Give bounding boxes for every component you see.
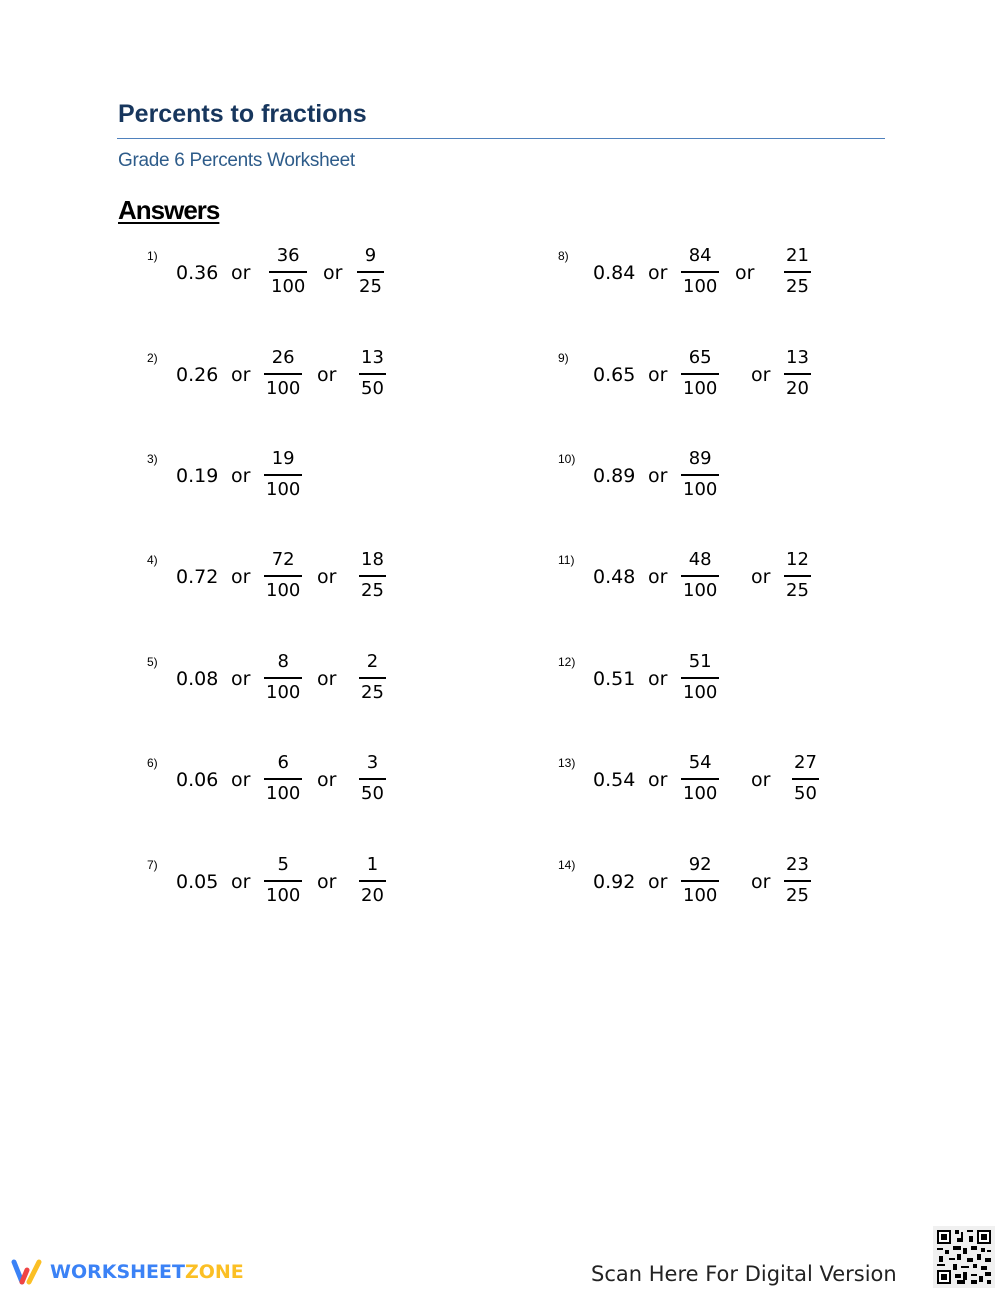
fraction-bar xyxy=(681,474,719,476)
fraction-over-100 xyxy=(264,854,302,907)
denominator: 100 xyxy=(683,478,718,500)
or-label: or xyxy=(317,769,337,791)
decimal-value: 0.54 xyxy=(593,769,636,791)
answer-item xyxy=(147,549,447,609)
brand-name-part1: WORKSHEET xyxy=(50,1261,185,1283)
fraction-bar xyxy=(784,271,811,273)
denominator: 100 xyxy=(683,275,718,297)
numerator: 19 xyxy=(271,448,295,469)
fraction-over-100 xyxy=(264,752,302,805)
denominator: 20 xyxy=(786,377,809,399)
answer-number: 14) xyxy=(558,858,576,872)
answer-item xyxy=(558,854,858,914)
or-label: or xyxy=(648,769,668,791)
fraction-over-100 xyxy=(269,245,307,298)
denominator: 100 xyxy=(271,275,306,297)
numerator: 27 xyxy=(794,752,817,773)
fraction-bar xyxy=(784,373,811,375)
numerator: 36 xyxy=(276,245,300,266)
denominator: 25 xyxy=(786,579,809,601)
decimal-value: 0.51 xyxy=(593,668,636,690)
brand-name xyxy=(50,1261,244,1283)
denominator: 100 xyxy=(266,478,301,500)
answer-number: 8) xyxy=(558,249,569,263)
simplified-fraction xyxy=(359,752,386,805)
fraction-bar xyxy=(359,677,386,679)
decimal-value: 0.84 xyxy=(593,262,636,284)
numerator: 5 xyxy=(277,854,289,875)
answer-item xyxy=(558,752,858,812)
or-label: or xyxy=(317,871,337,893)
decimal-value: 0.36 xyxy=(176,262,219,284)
fraction-over-100 xyxy=(681,245,719,298)
fraction-bar xyxy=(784,880,811,882)
denominator: 100 xyxy=(683,377,718,399)
denominator: 50 xyxy=(361,377,384,399)
denominator: 100 xyxy=(266,681,301,703)
decimal-value: 0.48 xyxy=(593,566,636,588)
answer-item xyxy=(147,347,447,407)
numerator: 13 xyxy=(786,347,809,368)
fraction-bar xyxy=(264,373,302,375)
section-heading: Answers xyxy=(118,195,220,225)
denominator: 50 xyxy=(361,782,384,804)
numerator: 3 xyxy=(366,752,379,773)
or-label: or xyxy=(751,364,771,386)
fraction-over-100 xyxy=(681,549,719,602)
simplified-fraction xyxy=(784,854,811,907)
brand-name-part2: ZONE xyxy=(184,1261,244,1283)
simplified-fraction xyxy=(359,854,386,907)
fraction-over-100 xyxy=(264,448,302,501)
fraction-bar xyxy=(681,677,719,679)
or-label: or xyxy=(231,566,251,588)
or-label: or xyxy=(317,566,337,588)
answer-number: 13) xyxy=(558,756,576,770)
numerator: 84 xyxy=(688,245,712,266)
numerator: 89 xyxy=(688,448,712,469)
numerator: 9 xyxy=(364,245,377,266)
decimal-value: 0.26 xyxy=(176,364,219,386)
or-label: or xyxy=(231,364,251,386)
fraction-over-100 xyxy=(681,448,719,501)
answer-item xyxy=(558,549,858,609)
page-subtitle: Grade 6 Percents Worksheet xyxy=(118,150,355,171)
answer-number: 6) xyxy=(147,756,158,770)
denominator: 100 xyxy=(266,377,301,399)
simplified-fraction xyxy=(792,752,819,805)
answer-number: 10) xyxy=(558,452,576,466)
page-title: Percents to fractions xyxy=(118,100,367,128)
answer-item xyxy=(147,752,447,812)
denominator: 100 xyxy=(683,579,718,601)
fraction-bar xyxy=(792,778,819,780)
answer-item xyxy=(558,448,858,508)
answer-number: 3) xyxy=(147,452,158,466)
simplified-fraction xyxy=(784,245,811,298)
fraction-bar xyxy=(681,778,719,780)
numerator: 2 xyxy=(366,651,379,672)
or-label: or xyxy=(231,465,251,487)
fraction-bar xyxy=(264,474,302,476)
denominator: 25 xyxy=(361,579,384,601)
numerator: 8 xyxy=(277,651,289,672)
denominator: 100 xyxy=(683,681,718,703)
decimal-value: 0.89 xyxy=(593,465,636,487)
fraction-bar xyxy=(681,880,719,882)
numerator: 21 xyxy=(786,245,809,266)
answer-number: 5) xyxy=(147,655,158,669)
fraction-over-100 xyxy=(264,549,302,602)
fraction-bar xyxy=(264,677,302,679)
decimal-value: 0.65 xyxy=(593,364,636,386)
numerator: 6 xyxy=(277,752,289,773)
answer-number: 1) xyxy=(147,249,158,263)
or-label: or xyxy=(648,364,668,386)
fraction-over-100 xyxy=(264,651,302,704)
denominator: 100 xyxy=(683,884,718,906)
simplified-fraction xyxy=(359,347,386,400)
or-label: or xyxy=(735,262,755,284)
numerator: 12 xyxy=(786,549,809,570)
answer-item xyxy=(147,245,447,305)
numerator: 51 xyxy=(688,651,712,672)
answer-number: 7) xyxy=(147,858,158,872)
fraction-bar xyxy=(681,373,719,375)
numerator: 18 xyxy=(361,549,384,570)
denominator: 25 xyxy=(361,681,384,703)
fraction-bar xyxy=(269,271,307,273)
fraction-bar xyxy=(359,778,386,780)
or-label: or xyxy=(648,668,668,690)
fraction-over-100 xyxy=(681,752,719,805)
fraction-bar xyxy=(784,575,811,577)
denominator: 25 xyxy=(786,275,809,297)
answer-number: 2) xyxy=(147,351,158,365)
decimal-value: 0.08 xyxy=(176,668,219,690)
denominator: 100 xyxy=(683,782,718,804)
scan-label: Scan Here For Digital Version xyxy=(591,1262,897,1286)
or-label: or xyxy=(648,566,668,588)
title-divider xyxy=(117,138,885,139)
fraction-bar xyxy=(359,880,386,882)
or-label: or xyxy=(231,668,251,690)
fraction-bar xyxy=(359,575,386,577)
fraction-bar xyxy=(264,575,302,577)
numerator: 1 xyxy=(366,854,379,875)
answer-number: 4) xyxy=(147,553,158,567)
answer-number: 12) xyxy=(558,655,576,669)
denominator: 100 xyxy=(266,579,301,601)
or-label: or xyxy=(317,668,337,690)
decimal-value: 0.05 xyxy=(176,871,219,893)
fraction-over-100 xyxy=(681,651,719,704)
or-label: or xyxy=(751,566,771,588)
numerator: 72 xyxy=(271,549,295,570)
fraction-bar xyxy=(264,778,302,780)
fraction-over-100 xyxy=(264,347,302,400)
simplified-fraction xyxy=(784,347,811,400)
worksheetzone-logo-icon xyxy=(10,1258,44,1286)
denominator: 100 xyxy=(266,884,301,906)
or-label: or xyxy=(751,769,771,791)
qr-code[interactable] xyxy=(933,1226,995,1288)
answer-item xyxy=(147,448,447,508)
numerator: 54 xyxy=(688,752,712,773)
or-label: or xyxy=(751,871,771,893)
or-label: or xyxy=(231,871,251,893)
qr-code-icon xyxy=(933,1226,995,1288)
simplified-fraction xyxy=(357,245,384,298)
or-label: or xyxy=(231,262,251,284)
brand-logo[interactable] xyxy=(10,1258,244,1286)
or-label: or xyxy=(231,769,251,791)
fraction-over-100 xyxy=(681,854,719,907)
fraction-bar xyxy=(681,271,719,273)
answer-item xyxy=(558,651,858,711)
numerator: 92 xyxy=(688,854,712,875)
denominator: 100 xyxy=(266,782,301,804)
or-label: or xyxy=(648,465,668,487)
or-label: or xyxy=(323,262,343,284)
answer-item xyxy=(558,347,858,407)
answer-item xyxy=(147,854,447,914)
or-label: or xyxy=(317,364,337,386)
decimal-value: 0.19 xyxy=(176,465,219,487)
decimal-value: 0.92 xyxy=(593,871,636,893)
answer-item xyxy=(147,651,447,711)
simplified-fraction xyxy=(784,549,811,602)
fraction-bar xyxy=(359,373,386,375)
denominator: 25 xyxy=(359,275,382,297)
fraction-bar xyxy=(264,880,302,882)
simplified-fraction xyxy=(359,651,386,704)
fraction-bar xyxy=(357,271,384,273)
decimal-value: 0.72 xyxy=(176,566,219,588)
answer-item xyxy=(558,245,858,305)
denominator: 50 xyxy=(794,782,817,804)
numerator: 23 xyxy=(786,854,809,875)
fraction-bar xyxy=(681,575,719,577)
simplified-fraction xyxy=(359,549,386,602)
numerator: 26 xyxy=(271,347,295,368)
or-label: or xyxy=(648,871,668,893)
or-label: or xyxy=(648,262,668,284)
numerator: 48 xyxy=(688,549,712,570)
numerator: 13 xyxy=(361,347,384,368)
answer-number: 9) xyxy=(558,351,569,365)
answer-number: 11) xyxy=(558,553,575,567)
numerator: 65 xyxy=(688,347,712,368)
decimal-value: 0.06 xyxy=(176,769,219,791)
denominator: 20 xyxy=(361,884,384,906)
fraction-over-100 xyxy=(681,347,719,400)
denominator: 25 xyxy=(786,884,809,906)
